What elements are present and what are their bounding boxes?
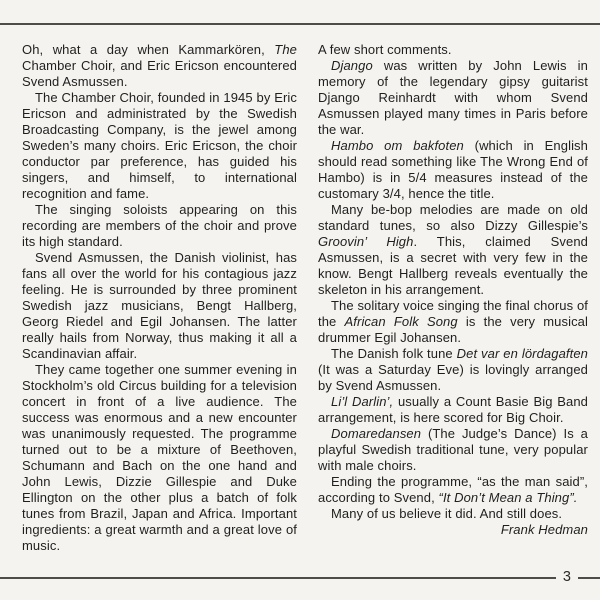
paragraph: The solitary voice singing the final chorus of the African Folk Song is the very musical drummer Egil Johansen. [318, 298, 588, 345]
paragraph: The Chamber Choir, founded in 1945 by Eric Ericson and administrated by the Swedish Broadcasting Company, is the jewel among Sweden’s many choirs. Eric Ericson, the choir conductor par preference, has guided his singers, and himself, to international recognition and fame. [22, 90, 297, 201]
paragraph: The singing soloists appearing on this recording are members of the choir and prove its high standard. [22, 202, 297, 249]
paragraph: They came together one summer evening in Stockholm’s old Circus building for a television concert in front of a live audience. The success was enormous and a new encounter was unanimously requested. The programme turned out to be a mixture of Beethoven, Schumann and Bach on the one hand and John Lewis, Dizzie Gillespie and Duke Ellington on the other plus a batch of folk tunes from Brazil, Japan and Africa. Important ingredients: a great warmth and a great love of music. [22, 362, 297, 553]
page-number: 3 [562, 569, 571, 585]
page-content [22, 42, 588, 554]
paragraph: Li’l Darlin’, usually a Count Basie Big Band arrangement, is here scored for Big Choir. [318, 394, 588, 425]
paragraph: Domaredansen (The Judge’s Dance) Is a playful Swedish traditional tune, very popular with male choirs. [318, 426, 588, 473]
footer [0, 568, 600, 588]
paragraph: The Danish folk tune Det var en lördagaften (It was a Saturday Eve) is lovingly arranged by Svend Asmussen. [318, 346, 588, 393]
top-rule [0, 23, 600, 25]
paragraph: Ending the programme, “as the man said”, according to Svend, “It Don’t Mean a Thing”. [318, 474, 588, 505]
bottom-rule-left [0, 577, 556, 579]
paragraph: A few short comments. [318, 42, 452, 57]
paragraph: Many of us believe it did. And still does. [331, 506, 563, 521]
paragraph: Oh, what a day when Kammarkören, The Chamber Choir, and Eric Ericson encountered Svend Asmussen. [22, 42, 297, 89]
column-left [22, 42, 297, 554]
paragraph: Many be-bop melodies are made on old standard tunes, so also Dizzy Gillespie’s Groovin’ High. This, claimed Svend Asmussen, is a secret with very few in the know. Bengt Hallberg reveals eventually the skeleton in his arrangement. [318, 202, 588, 297]
paragraph: Svend Asmussen, the Danish violinist, has fans all over the world for his contagious jazz feeling. He is surrounded by three prominent Swedish jazz musicians, Bengt Hallberg, Georg Riedel and Egil Johansen. The latter really hails from Norway, thus making it all a Scandinavian affair. [22, 250, 297, 361]
bottom-rule-right [578, 577, 600, 579]
column-right [318, 42, 588, 554]
paragraph: Django was written by John Lewis in memory of the legendary gipsy guitarist Django Reinhardt with whom Svend Asmussen played many times in Paris before the war. [318, 58, 588, 137]
author-signature: Frank Hedman [500, 522, 588, 537]
paragraph: Hambo om bakfoten (which in English should read something like The Wrong End of Hambo) is in 5/4 measures instead of the customary 3/4, hence the title. [318, 138, 588, 201]
